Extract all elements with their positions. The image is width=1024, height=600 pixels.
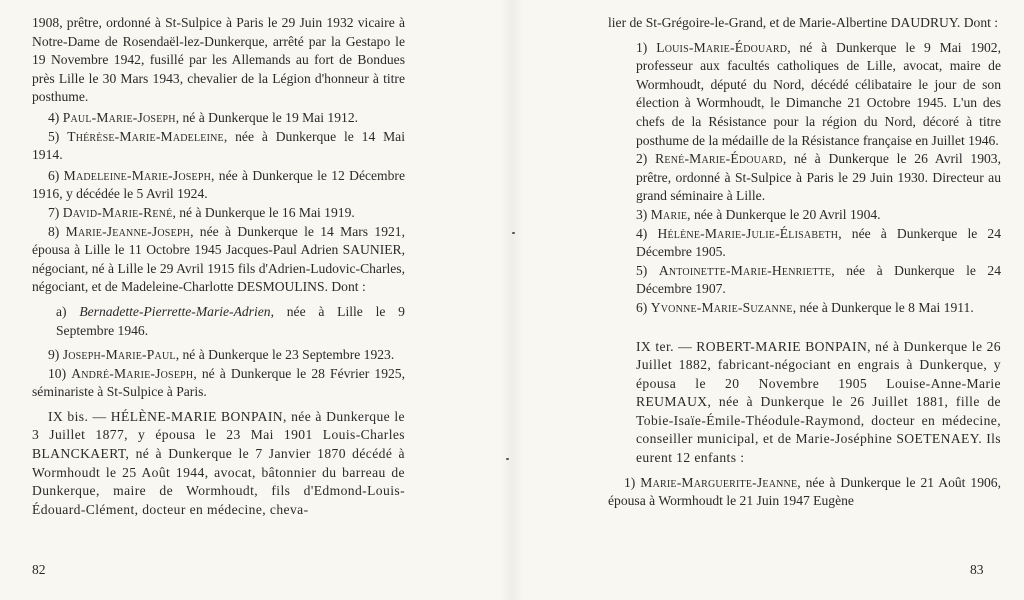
page-number-right: 83: [970, 562, 984, 577]
child-entry-5: 5) Thérèse-Marie-Madeleine, née à Dunkerque le 14 Mai 1914.: [32, 128, 405, 163]
child-entry-10: 10) André-Marie-Joseph, né à Dunkerque le 28 Février 1925, séminariste à St-Sulpice à Paris.: [32, 365, 405, 400]
child-entry-5: 5) Antoinette-Marie-Henriette, née à Dunkerque le 24 Décembre 1907.: [636, 262, 1001, 297]
paper-speck: [506, 458, 509, 460]
child-entry-1: 1) Louis-Marie-Édouard, né à Dunkerque le 9 Mai 1902, professeur aux facultés catholiques de Lille, avocat, maire de Wormhoudt, député du Nord, décédé célibataire le jour de son élection à Wormhoudt, le Dimanche 21 Octobre 1945. L'un des chefs de la Résistance pour la région du Nord, décoré à titre posthume de la médaille de la Résistance française en Juillet 1946.: [636, 39, 1001, 148]
child-entry-4: 4) Hélène-Marie-Julie-Élisabeth, née à Dunkerque le 24 Décembre 1905.: [636, 225, 1001, 260]
paragraph-continuation: 1908, prêtre, ordonné à St-Sulpice à Paris le 29 Juin 1932 vicaire à Notre-Dame de Rosendaël-lez-Dunkerque, arrêté par la Gestapo le 19 Novembre 1942, fusillé par les Allemands au fort de Bondues près Lille le 30 Mars 1943, chevalier de la Légion d'honneur à titre posthume.: [32, 15, 405, 105]
child-entry-9: 9) Joseph-Marie-Paul, né à Dunkerque le 23 Septembre 1923.: [48, 347, 395, 363]
child-entry-3: 3) Marie, née à Dunkerque le 20 Avril 1904.: [636, 206, 881, 222]
page-number-left: 82: [32, 562, 46, 577]
child-entry-6: 6) Yvonne-Marie-Suzanne, née à Dunkerque le 8 Mai 1911.: [636, 299, 974, 315]
paper-speck: [512, 232, 515, 234]
child-entry-8: 8) Marie-Jeanne-Joseph, née à Dunkerque le 14 Mars 1921, épousa à Lille le 11 Octobre 1945 Jacques-Paul Adrien SAUNIER, négociant, né à Lille le 29 Avril 1915 fils d'Adrien-Ludovic-Charles, négociant, et de Madeleine-Charlotte DESMOULINS. Dont :: [32, 223, 405, 295]
paragraph-continuation: lier de St-Grégoire-le-Grand, et de Marie-Albertine DAUDRUY. Dont :: [608, 15, 999, 30]
child-entry-1-ter: 1) Marie-Marguerite-Jeanne, née à Dunkerque le 21 Août 1906, épousa à Wormhoudt le 21 Juin 1947 Eugène: [608, 474, 1001, 509]
grandchild-entry-a: a) Bernadette-Pierrette-Marie-Adrien, née à Lille le 9 Septembre 1946.: [56, 303, 405, 338]
child-entry-7: 7) David-Marie-René, né à Dunkerque le 16 Mai 1919.: [48, 204, 355, 220]
child-entry-6: 6) Madeleine-Marie-Joseph, née à Dunkerque le 12 Décembre 1916, y décédée le 5 Avril 1924.: [32, 167, 405, 202]
child-entry-4: 4) Paul-Marie-Joseph, né à Dunkerque le 19 Mai 1912.: [48, 109, 359, 125]
section-ix-ter: IX ter. — ROBERT-MARIE BONPAIN, né à Dunkerque le 26 Juillet 1882, fabricant-négociant en engrais à Dunkerque, y épousa le 20 Novembre 1905 Louise-Anne-Marie REUMAUX, née à Dunkerque le 26 Juillet 1881, fille de Tobie-Isaïe-Émile-Théodule-Raymond, docteur en médecine, conseiller municipal, et de Marie-Joséphine SOETENAEY. Ils eurent 12 enfants :: [636, 338, 1001, 466]
right-page: [512, 0, 1024, 600]
left-page-text: [32, 14, 405, 519]
child-entry-2: 2) René-Marie-Édouard, né à Dunkerque le 26 Avril 1903, prêtre, ordonné à St-Sulpice à Paris le 29 Juin 1930. Directeur au grand séminaire à Lille.: [636, 151, 1002, 204]
section-ix-bis: IX bis. — HÉLÈNE-MARIE BONPAIN, née à Dunkerque le 3 Juillet 1877, y épousa le 23 Mai 1901 Louis-Charles BLANCKAERT, né à Dunkerque le 7 Janvier 1870 décédé à Wormhoudt le 25 Août 1944, avocat, bâtonnier du barreau de Dunkerque, maire de Wormhoudt, fils d'Edmond-Louis-Édouard-Clément, docteur en médecine, cheva-: [32, 408, 405, 517]
right-page-text: [608, 14, 1001, 511]
